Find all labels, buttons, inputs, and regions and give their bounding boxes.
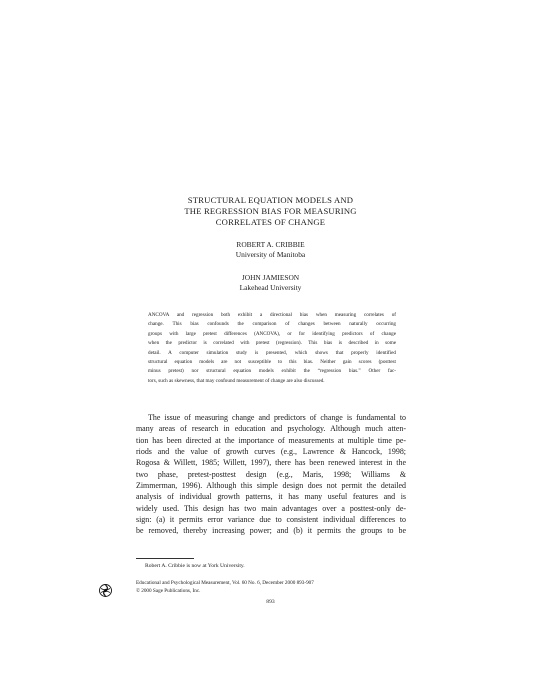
abstract-line: tors, such as skewness, that may confound measurement of change are also discussed. [148,377,325,384]
body-line: Rogosa & Willett, 1985; Willett, 1997), there has been renewed interest in the [136,458,406,468]
author-block [120,273,421,293]
author-block [120,240,421,260]
body-line: two phase, pretest-posttest design (e.g., Maris, 1998; Williams & [136,469,406,479]
paper-title [120,195,421,228]
body-line: many areas of research in education and psychology. Although much atten- [136,424,406,434]
author-name: JOHN JAMIESON [241,273,300,282]
body-line: be removed, thereby increasing power; and (b) it permits the groups to be [136,526,406,536]
journal-line: Educational and Psychological Measurement, Vol. 60 No. 6, December 2000 893-907 [136,580,314,586]
footnote-rule [136,558,194,559]
copyright-line: © 2000 Sage Publications, Inc. [136,588,201,594]
body-line: widely used. This design has two main advantages over a posttest-only de- [136,503,406,513]
abstract-line: when the predictor is correlated with pretest (regression). This bias is described in some [148,340,396,347]
abstract-line: change. This bias confounds the comparison of changes between naturally occurring [148,321,396,328]
title-line: CORRELATES OF CHANGE [215,217,326,227]
title-line: STRUCTURAL EQUATION MODELS AND [187,195,354,205]
body-line: analysis of individual growth patterns, it has many useful features and is [136,492,406,502]
sage-logo-icon [99,584,112,597]
body-line: Zimmerman, 1996). Although this simple design does not permit the detailed [136,481,406,491]
title-line: THE REGRESSION BIAS FOR MEASURING [184,206,357,216]
abstract-line: minus pretest) nor structural equation models exhibit the “regression bias.” Other fac- [148,368,396,375]
author-name: ROBERT A. CRIBBIE [236,240,305,249]
body-line: The issue of measuring change and predictors of change is fundamental to [148,413,406,422]
abstract-line: detail. A computer simulation study is presented, which shows that properly identified [148,349,396,356]
body-line: sign: (a) it permits error variance due to consistent individual differences to [136,515,406,525]
page-number: 893 [266,599,275,605]
abstract-line: ANCOVA and regression both exhibit a directional bias when measuring correlates of [148,312,396,318]
abstract [148,311,396,386]
author-affiliation: Lakehead University [239,283,302,292]
author-footnote: Robert A. Cribbie is now at York University. [145,563,245,569]
body-line: riods and the value of growth curves (e.g., Lawrence & Hancock, 1998; [136,447,406,457]
body-line: tion has been directed at the importance of measurements at multiple time pe- [136,435,406,445]
body-text [136,412,406,537]
abstract-line: structural equation models are not susceptible to this bias. Neither gain scores (posttest [148,359,396,366]
author-affiliation: University of Manitoba [235,250,306,259]
journal-citation [136,579,314,595]
abstract-line: groups with large pretest differences (ANCOVA), or for identifying predictors of change [148,330,396,337]
